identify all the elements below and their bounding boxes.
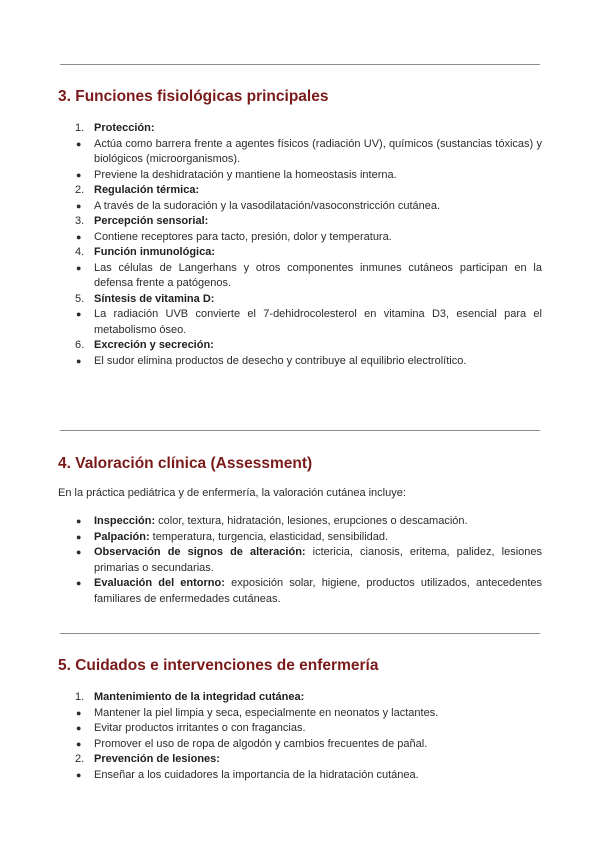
item-number: 1. <box>75 122 85 134</box>
bullet-label: Inspección: <box>94 515 156 527</box>
item-title: Regulación térmica: <box>94 184 200 196</box>
bullet-item <box>58 576 542 607</box>
list-item <box>58 752 542 783</box>
divider <box>60 633 540 634</box>
section-4-title: 4. Valoración clínica (Assessment) <box>58 455 313 472</box>
sub-item: ● Promover el uso de ropa de algodón y cambios frecuentes de pañal. <box>58 737 542 753</box>
bullet-item <box>58 530 542 546</box>
item-title: Mantenimiento de la integridad cutánea: <box>94 691 305 703</box>
bullet-label: Observación de signos de alteración: <box>94 546 306 558</box>
section-3-title: 3. Funciones fisiológicas principales <box>58 88 329 105</box>
bullet-text: color, textura, hidratación, lesiones, erupciones o descamación. <box>155 515 468 527</box>
list-item <box>58 690 542 752</box>
item-title: Protección: <box>94 122 155 134</box>
list-item <box>58 338 542 369</box>
bullet-item <box>58 545 542 576</box>
list-item <box>58 214 542 245</box>
item-number: 5. <box>75 292 85 305</box>
section-5-list <box>58 690 542 783</box>
section-4-intro: En la práctica pediátrica y de enfermería, la valoración cutánea incluye: <box>58 487 406 499</box>
item-title: Prevención de lesiones: <box>94 753 220 765</box>
item-title: Percepción sensorial: <box>94 215 209 227</box>
item-number: 1. <box>75 691 85 703</box>
sub-item: ● Actúa como barrera frente a agentes físicos (radiación UV), químicos (sustancias tóxicas) y biológicos (microorganismos). <box>58 137 542 168</box>
bullet-label: Palpación: <box>94 530 150 543</box>
sub-item: ● Previene la deshidratación y mantiene la homeostasis interna. <box>58 168 542 184</box>
sub-item: ● Las células de Langerhans y otros componentes inmunes cutáneos participan en la defensa frente a patógenos. <box>58 261 542 292</box>
item-title: Excreción y secreción: <box>94 339 214 351</box>
sub-item: ● Mantener la piel limpia y seca, especialmente en neonatos y lactantes. <box>58 706 542 722</box>
sub-item: ● La radiación UVB convierte el 7-dehidrocolesterol en vitamina D3, esencial para el metabolismo óseo. <box>58 307 542 338</box>
item-number: 2. <box>75 753 85 765</box>
sub-item: ● Evitar productos irritantes o con fragancias. <box>58 721 542 737</box>
section-3-list <box>58 121 542 369</box>
bullet-text: temperatura, turgencia, elasticidad, sensibilidad. <box>149 530 389 543</box>
list-item <box>58 121 542 183</box>
item-number: 3. <box>75 215 85 227</box>
sub-item: ● Contiene receptores para tacto, presión, dolor y temperatura. <box>58 230 542 246</box>
divider <box>60 64 540 65</box>
bullet-text: exposición solar, higiene, productos utilizados, antecedentes familiares de enfermedades cutáneas. <box>94 577 543 605</box>
list-item <box>58 292 542 339</box>
bullet-text: ictericia, cianosis, eritema, palidez, lesiones primarias o secundarias. <box>94 546 542 574</box>
item-title: Función inmunológica: <box>94 246 215 258</box>
list-item <box>58 245 542 292</box>
sub-item: ● El sudor elimina productos de desecho y contribuye al equilibrio electrolítico. <box>58 354 542 370</box>
item-number: 6. <box>75 339 85 351</box>
sub-item: ● Enseñar a los cuidadores la importancia de la hidratación cutánea. <box>58 768 542 784</box>
list-item <box>58 183 542 214</box>
bullet-label: Evaluación del entorno: <box>94 577 225 589</box>
item-title: Síntesis de vitamina D: <box>94 292 215 305</box>
section-4-bullets <box>58 514 542 607</box>
item-number: 2. <box>75 184 85 196</box>
item-number: 4. <box>75 246 85 258</box>
sub-item: ● A través de la sudoración y la vasodilatación/vasoconstricción cutánea. <box>58 199 542 215</box>
divider <box>60 430 540 431</box>
bullet-item <box>58 514 542 530</box>
section-5-title: 5. Cuidados e intervenciones de enfermería <box>58 657 379 674</box>
